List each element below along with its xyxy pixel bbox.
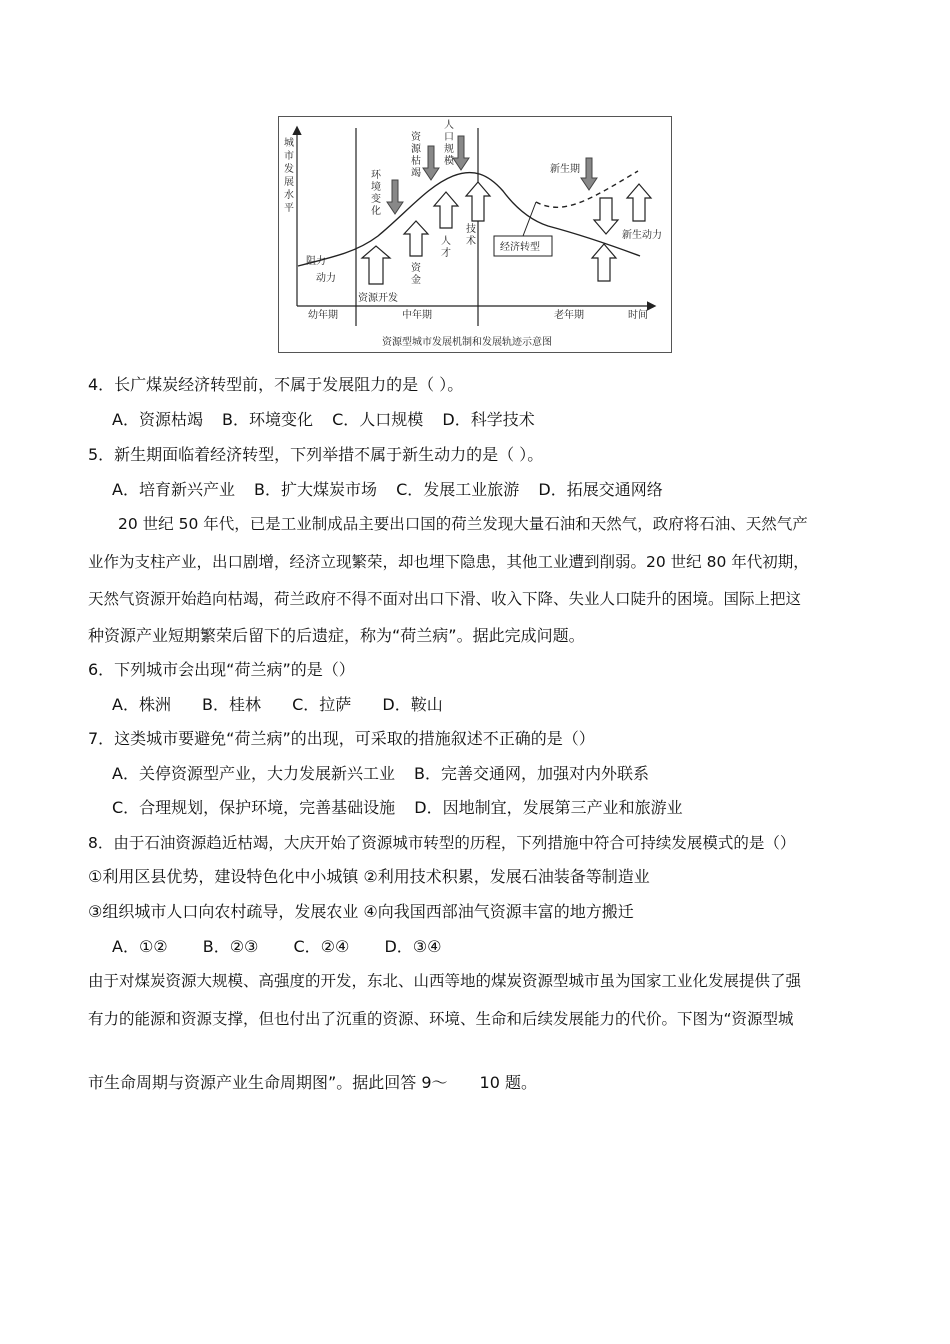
q7-option-d[interactable]: D．因地制宜，发展第三产业和旅游业 [414, 798, 683, 817]
stage-label-young: 幼年期 [308, 310, 338, 321]
new-power-label: 新生动力 [622, 230, 662, 241]
q7-option-a[interactable]: A．关停资源型产业，大力发展新兴工业 [112, 764, 395, 783]
q5-options [112, 480, 677, 500]
resource-dev-label: 资源开发 [358, 293, 398, 304]
y-label-char: 发 [284, 164, 294, 175]
passage1-line: 20 世纪 50 年代，已是工业制成品主要出口国的荷兰发现大量石油和天然气，政府将石油、天然气产 [118, 515, 808, 533]
y-label-char: 市 [284, 151, 294, 162]
capital-char: 资 [411, 263, 421, 274]
y-label-char: 平 [284, 203, 294, 214]
q7-options-row2 [112, 798, 697, 818]
capital-char: 金 [411, 275, 421, 286]
q5-option-d[interactable]: D．拓展交通网络 [538, 480, 663, 499]
population-char: 人 [444, 120, 454, 131]
q4-option-d[interactable]: D．科学技术 [442, 410, 535, 429]
q6-options [112, 695, 457, 715]
q4-option-c[interactable]: C．人口规模 [332, 410, 424, 429]
resource-exhaust-char: 源 [411, 144, 421, 155]
q5-stem: 5．新生期面临着经济转型，下列举措不属于新生动力的是（ ）。 [88, 445, 544, 464]
q4-options [112, 410, 549, 430]
figure-caption: 资源型城市发展机制和发展轨迹示意图 [382, 337, 552, 348]
q5-option-b[interactable]: B．扩大煤炭市场 [254, 480, 378, 499]
q8-options [112, 937, 455, 957]
env-change-char: 变 [371, 194, 381, 205]
passage1-line: 业作为支柱产业，出口剧增，经济立现繁荣，却也埋下隐患，其他工业遭到削弱。20 世纪 80 年代初期， [88, 553, 809, 571]
transformation-label: 经济转型 [500, 242, 540, 253]
q8-option-a[interactable]: A．①② [112, 937, 168, 956]
q7-option-c[interactable]: C．合理规划，保护环境，完善基础设施 [112, 798, 396, 817]
power-label: 动力 [316, 273, 336, 284]
q7-stem: 7．这类城市要避免“荷兰病”的出现，可采取的措施叙述不正确的是（） [88, 729, 595, 748]
stage-label-old: 老年期 [554, 310, 584, 321]
q7-option-b[interactable]: B．完善交通网，加强对内外联系 [414, 764, 650, 783]
q5-option-a[interactable]: A．培育新兴产业 [112, 480, 235, 499]
q8-stem: 8．由于石油资源趋近枯竭，大庆开始了资源城市转型的历程，下列措施中符合可持续发展模式的是（） [88, 834, 796, 852]
q8-items-row2: ③组织城市人口向农村疏导，发展农业 ④向我国西部油气资源丰富的地方搬迁 [88, 902, 634, 921]
new-period-label: 新生期 [550, 164, 580, 175]
talent-char: 人 [441, 236, 451, 247]
q8-option-b[interactable]: B．②③ [202, 937, 259, 956]
q8-option-d[interactable]: D．③④ [384, 937, 442, 956]
q8-items-row1: ①利用区县优势，建设特色化中小城镇 ②利用技术积累，发展石油装备等制造业 [88, 867, 650, 886]
y-label-char: 水 [284, 190, 294, 201]
diagram-svg [278, 116, 672, 353]
stage-label-middle: 中年期 [402, 310, 432, 321]
resource-exhaust-char: 枯 [411, 156, 421, 167]
talent-char: 才 [441, 248, 451, 259]
q6-stem: 6．下列城市会出现“荷兰病”的是（） [88, 660, 355, 679]
population-char: 模 [444, 156, 454, 167]
env-change-char: 化 [371, 206, 381, 217]
q7-options-row1 [112, 764, 663, 784]
development-diagram [278, 116, 672, 353]
resource-exhaust-char: 竭 [411, 168, 421, 179]
q6-option-b[interactable]: B．桂林 [202, 695, 262, 714]
y-label-char: 展 [284, 177, 294, 188]
q5-option-c[interactable]: C．发展工业旅游 [396, 480, 520, 499]
technology-char: 术 [466, 236, 476, 247]
env-change-char: 环 [371, 170, 381, 181]
q6-option-a[interactable]: A．株洲 [112, 695, 171, 714]
q8-option-c[interactable]: C．②④ [293, 937, 350, 956]
env-change-char: 境 [371, 182, 381, 193]
y-label-char: 城 [284, 138, 294, 149]
passage2-line: 由于对煤炭资源大规模、高强度的开发，东北、山西等地的煤炭资源型城市虽为国家工业化发展提供了强 [88, 972, 802, 990]
q6-option-c[interactable]: C．拉萨 [292, 695, 352, 714]
x-axis-label: 时间 [628, 310, 648, 321]
q4-stem: 4．长广煤炭经济转型前，不属于发展阻力的是（ ）。 [88, 375, 464, 394]
technology-char: 技 [466, 224, 476, 235]
passage1-line: 种资源产业短期繁荣后留下的后遗症，称为“荷兰病”。据此完成问题。 [88, 626, 585, 645]
passage1-line: 天然气资源开始趋向枯竭，荷兰政府不得不面对出口下滑、收入下降、失业人口陡升的困境。国际上把这 [88, 590, 802, 608]
passage2-line: 市生命周期与资源产业生命周期图”。据此回答 9～ 10 题。 [88, 1073, 538, 1092]
resistance-label: 阻力 [306, 256, 326, 267]
passage2-line: 有力的能源和资源支撑，但也付出了沉重的资源、环境、生命和后续发展能力的代价。下图为“资源型城 [88, 1010, 794, 1028]
population-char: 口 [444, 132, 454, 143]
q6-option-d[interactable]: D．鞍山 [382, 695, 443, 714]
q4-option-a[interactable]: A．资源枯竭 [112, 410, 203, 429]
resource-exhaust-char: 资 [411, 132, 421, 143]
q4-option-b[interactable]: B．环境变化 [222, 410, 314, 429]
population-char: 规 [444, 144, 454, 155]
